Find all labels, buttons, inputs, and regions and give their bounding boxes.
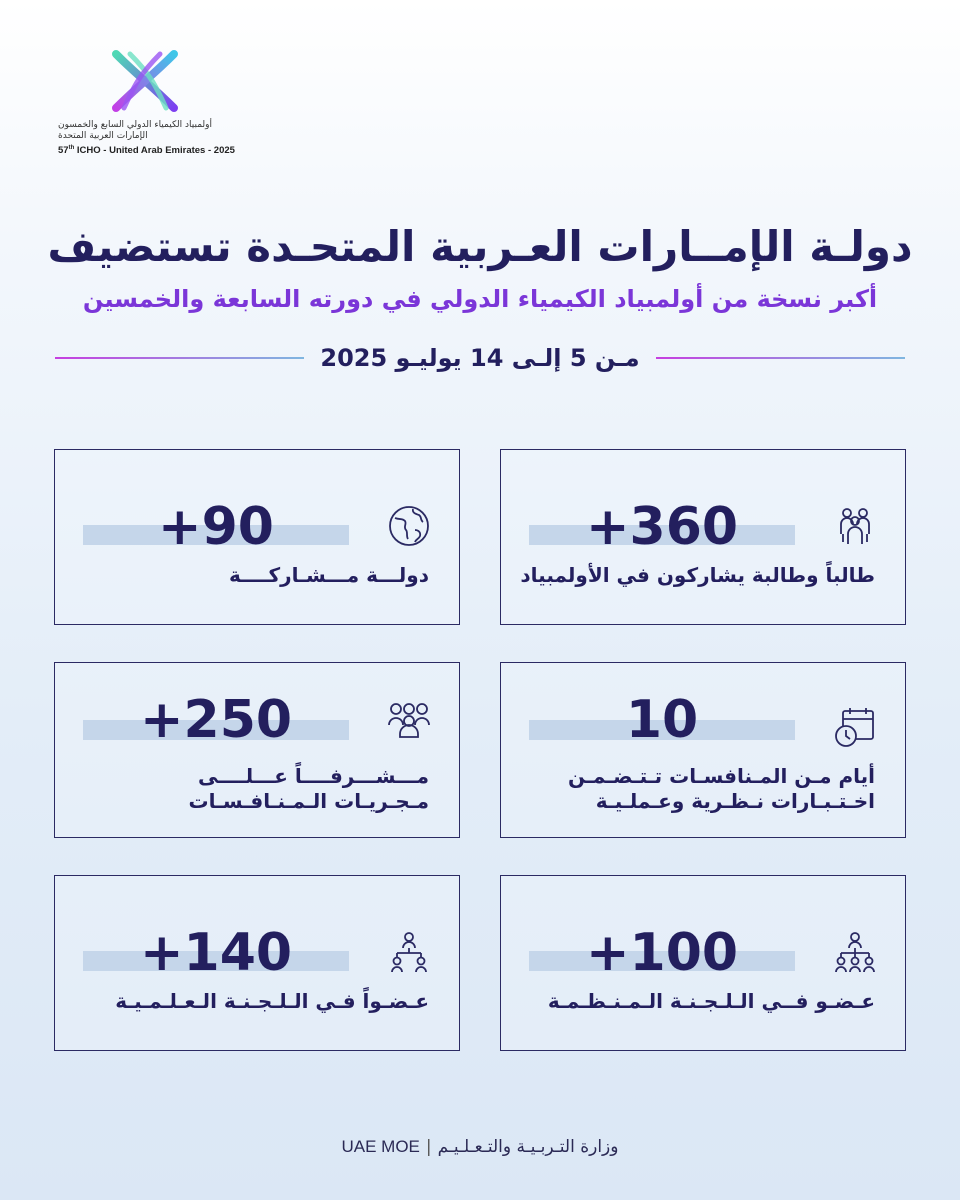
icho-logo-mark — [110, 50, 180, 112]
stat-card-supervisors — [54, 662, 460, 838]
headline: دولـة الإمــارات العـربية المتحـدة تستضيف — [47, 222, 913, 271]
stat-card-days — [500, 662, 906, 838]
calendar-clock-icon — [833, 705, 877, 749]
divider-right — [656, 357, 905, 359]
stat-card-organizing-committee — [500, 875, 906, 1051]
stat-label: دولـــة مـــشـاركــــة — [228, 563, 429, 587]
stat-label: طالباً وطالبة يشاركون في الأولمبياد — [520, 563, 875, 587]
event-dates: مـن 5 إلـى 14 يوليـو 2025 — [320, 344, 640, 372]
footer — [0, 1137, 960, 1157]
stat-card-scientific-committee — [54, 875, 460, 1051]
stat-number: +250 — [139, 690, 293, 750]
stat-label-line-2: مـجـريـات الـمـنـافـسـات — [188, 789, 429, 813]
stat-label: عـضـو فــي الـلـجـنـة الـمـنـظـمـة — [547, 989, 875, 1013]
footer-separator: | — [425, 1137, 432, 1157]
divider-left — [55, 357, 304, 359]
stat-number: +100 — [585, 923, 739, 983]
stat-number: +140 — [139, 923, 293, 983]
subheadline: أكبر نسخة من أولمبياد الكيمياء الدولي في دورته السابعة والخمسين — [82, 285, 878, 313]
stat-number: +90 — [158, 497, 274, 557]
stat-number: 10 — [625, 690, 699, 750]
stat-card-students — [500, 449, 906, 625]
org-chart-icon — [387, 930, 431, 974]
logo-text-ar-2: الإمارات العربية المتحدة — [58, 131, 148, 141]
students-group-icon — [833, 504, 877, 548]
globe-icon — [387, 504, 431, 548]
logo-text-en: 57th ICHO - United Arab Emirates - 2025 — [58, 145, 235, 157]
supervisors-icon — [387, 697, 431, 741]
stat-label: عـضـواً فـي الـلـجـنـة الـعـلـمـيـة — [115, 989, 429, 1013]
stat-card-countries — [54, 449, 460, 625]
stat-label-line-1: أيام مـن المـنافسـات تـتـضـمـن — [568, 764, 875, 788]
stat-number: +360 — [585, 497, 739, 557]
stat-label-line-1: مـــشـــرفــــاً عـــلــــى — [197, 764, 429, 788]
date-row — [55, 338, 905, 378]
org-chart-icon — [833, 930, 877, 974]
logo-text-ar-1: أولمبياد الكيمياء الدولي السابع والخمسون — [58, 120, 212, 130]
icho-logo — [58, 50, 248, 156]
stat-label-line-2: اخـتـبـارات نـظـرية وعـملـيـة — [595, 789, 875, 813]
ministry-name-ar: وزارة التـربـيـة والتـعـلـيـم — [437, 1137, 619, 1157]
ministry-name-en: UAE MOE — [341, 1137, 420, 1156]
